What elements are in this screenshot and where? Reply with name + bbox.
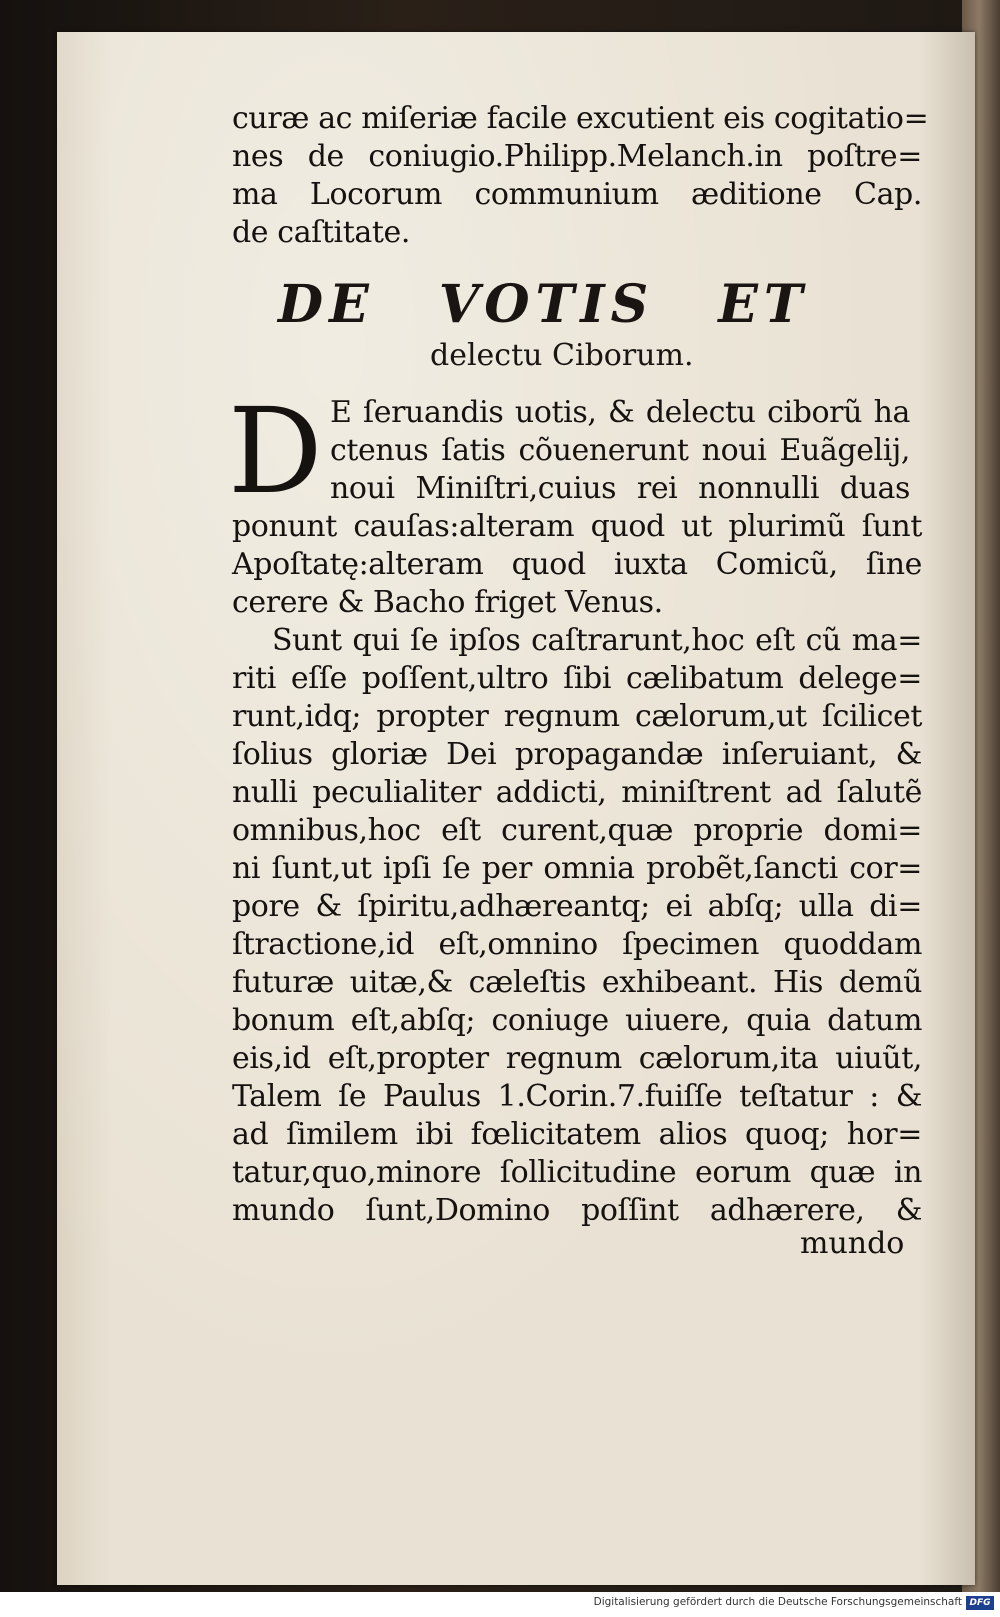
text-line: riti eſſe poſſent,ultro ſibi cælibatum delege= (232, 661, 922, 696)
drop-capital: D (228, 382, 323, 520)
text-line: Apoſtatę:alteram quod iuxta Comicũ, ſine (232, 547, 922, 582)
text-line: E ſeruandis uotis, & delectu ciborũ ha (330, 395, 910, 430)
text-line: tatur,quo,minore ſollicitudine eorum quæ in (232, 1155, 922, 1190)
text-line: cerere & Bacho friget Venus. (232, 585, 663, 620)
footer-credit: Digitalisierung gefördert durch die Deutsche Forschungsgemeinschaft (593, 1596, 962, 1608)
text-line: eis,id eſt,propter regnum cælorum,ita uiuũt, (232, 1041, 922, 1076)
text-line: noui Miniſtri,cuius rei nonnulli duas (330, 471, 910, 506)
text-line: nes de coniugio.Philipp.Melanch.in poſtre= (232, 139, 922, 174)
text-line: Sunt qui ſe ipſos caſtrarunt,hoc eſt cũ ma= (272, 623, 922, 658)
text-line: pore & ſpiritu,adhæreantq; ei abſq; ulla di= (232, 889, 922, 924)
text-line: Talem ſe Paulus 1.Corin.7.fuiſſe teſtatur : & (232, 1079, 922, 1114)
text-line: ma Locorum communium æditione Cap. (232, 177, 922, 212)
section-subheading: delectu Ciborum. (430, 338, 694, 373)
text-line: ad ſimilem ibi fœlicitatem alios quoq; hor= (232, 1117, 922, 1152)
text-line: futuræ uitæ,& cæleſtis exhibeant. His demũ (232, 965, 922, 1000)
text-line: curæ ac miſeriæ facile excutient eis cogitatio= (232, 101, 929, 136)
text-line: runt,idq; propter regnum cælorum,ut ſcilicet (232, 699, 922, 734)
section-heading: DE VOTIS ET (278, 274, 809, 335)
catchword: mundo (800, 1226, 905, 1261)
footer-bar (0, 1592, 1000, 1617)
text-line: ſolius gloriæ Dei propagandæ inſeruiant, & (232, 737, 922, 772)
text-line: omnibus,hoc eſt curent,quæ proprie domi= (232, 813, 922, 848)
text-line: ponunt cauſas:alteram quod ut plurimũ ſunt (232, 509, 922, 544)
text-line: ſtractione,id eſt,omnino ſpecimen quoddam (232, 927, 922, 962)
text-line: bonum eſt,abſq; coniuge uiuere, quia datum (232, 1003, 922, 1038)
text-line: ni ſunt,ut ipſi ſe per omnia probẽt,ſancti cor= (232, 851, 922, 886)
text-line: mundo ſunt,Domino poſſint adhærere, & (232, 1193, 922, 1228)
dfg-logo-icon: DFG (966, 1596, 994, 1610)
text-line: de caſtitate. (232, 215, 411, 250)
text-line: nulli peculialiter addicti, miniſtrent ad ſalutẽ (232, 775, 922, 810)
text-line: ctenus ſatis cõuenerunt noui Euãgelij, (330, 433, 910, 468)
